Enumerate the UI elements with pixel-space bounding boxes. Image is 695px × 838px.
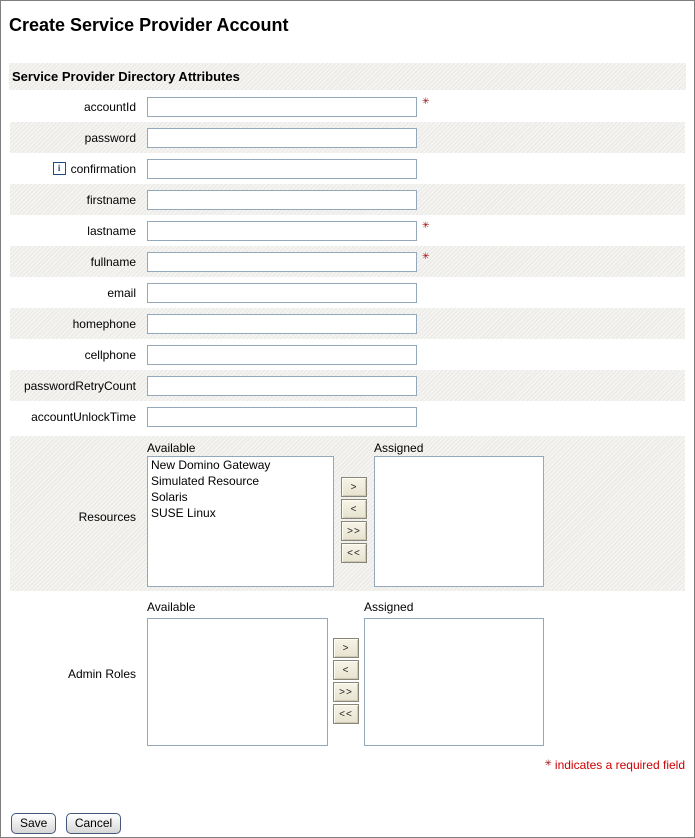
resource-option[interactable]: SUSE Linux [151, 506, 216, 520]
email-input[interactable] [147, 283, 417, 303]
field-label: i confirmation [10, 162, 136, 176]
required-field-note [10, 756, 685, 772]
field-row-accountid [10, 91, 685, 122]
admin-roles-available-listbox[interactable] [147, 618, 328, 746]
required-asterisk: ✳ [422, 96, 430, 106]
lastname-input[interactable] [147, 221, 417, 241]
admin-roles-row [10, 595, 685, 752]
accountid-input[interactable] [147, 97, 417, 117]
admin-roles-available-label: Available [147, 600, 196, 614]
admin-roles-label: Admin Roles [67, 666, 136, 681]
resources-move-left-button[interactable]: < [341, 499, 367, 519]
firstname-input[interactable] [147, 190, 417, 210]
resources-available-column [147, 442, 334, 591]
admin-roles-move-left-button[interactable]: < [333, 660, 359, 680]
resources-move-all-right-button[interactable]: >> [341, 521, 367, 541]
attributes-form [1, 91, 694, 834]
field-row-homephone [10, 308, 685, 339]
field-row-confirmation [10, 153, 685, 184]
field-row-fullname [10, 246, 685, 277]
resources-assigned-label: Assigned [374, 441, 424, 455]
fullname-input[interactable] [147, 252, 417, 272]
field-label: cellphone [84, 347, 136, 362]
admin-roles-move-all-left-button[interactable]: << [333, 704, 359, 724]
admin-roles-assigned-label: Assigned [364, 600, 414, 614]
field-label: firstname [86, 192, 136, 207]
resources-transfer-buttons [341, 477, 367, 591]
resources-available-listbox[interactable] [147, 456, 334, 587]
field-label: lastname [87, 223, 136, 238]
account-unlock-time-input[interactable] [147, 407, 417, 427]
resource-option[interactable]: Simulated Resource [151, 474, 260, 488]
cancel-button[interactable]: Cancel [66, 813, 121, 834]
required-asterisk: ✳ [544, 758, 552, 768]
field-row-password-retry-count [10, 370, 685, 401]
admin-roles-move-right-button[interactable]: > [333, 638, 359, 658]
admin-roles-move-all-right-button[interactable]: >> [333, 682, 359, 702]
form-actions [11, 813, 694, 834]
resources-move-right-button[interactable]: > [341, 477, 367, 497]
resources-assigned-listbox[interactable] [374, 456, 544, 587]
required-note-text: indicates a required field [554, 758, 685, 772]
field-row-password [10, 122, 685, 153]
required-asterisk: ✳ [422, 251, 430, 261]
resource-option[interactable]: New Domino Gateway [151, 458, 271, 472]
field-label: accountId [83, 99, 136, 114]
field-row-lastname [10, 215, 685, 246]
admin-roles-available-column [147, 601, 328, 746]
admin-roles-transfer-buttons [333, 638, 359, 746]
field-label: homephone [72, 316, 136, 331]
homephone-input[interactable] [147, 314, 417, 334]
field-label: password [84, 130, 136, 145]
resources-label: Resources [78, 509, 136, 524]
resources-assigned-column [374, 442, 544, 591]
admin-roles-assigned-listbox[interactable] [364, 618, 544, 746]
admin-roles-assigned-column [364, 601, 544, 746]
confirmation-input[interactable] [147, 159, 417, 179]
resource-option[interactable]: Solaris [151, 490, 188, 504]
field-label: email [107, 285, 136, 300]
cellphone-input[interactable] [147, 345, 417, 365]
resources-row [10, 436, 685, 591]
required-asterisk: ✳ [422, 220, 430, 230]
save-button[interactable]: Save [11, 813, 56, 834]
field-label: passwordRetryCount [23, 378, 136, 393]
section-header: Service Provider Directory Attributes [9, 63, 686, 90]
field-row-cellphone [10, 339, 685, 370]
field-row-account-unlock-time [10, 401, 685, 432]
field-label: accountUnlockTime [31, 409, 136, 424]
field-label: fullname [90, 254, 136, 269]
password-retry-count-input[interactable] [147, 376, 417, 396]
password-input[interactable] [147, 128, 417, 148]
page-title: Create Service Provider Account [9, 15, 289, 35]
info-icon[interactable]: i [53, 162, 66, 175]
resources-available-label: Available [147, 441, 196, 455]
field-row-firstname [10, 184, 685, 215]
resources-move-all-left-button[interactable]: << [341, 543, 367, 563]
field-row-email [10, 277, 685, 308]
